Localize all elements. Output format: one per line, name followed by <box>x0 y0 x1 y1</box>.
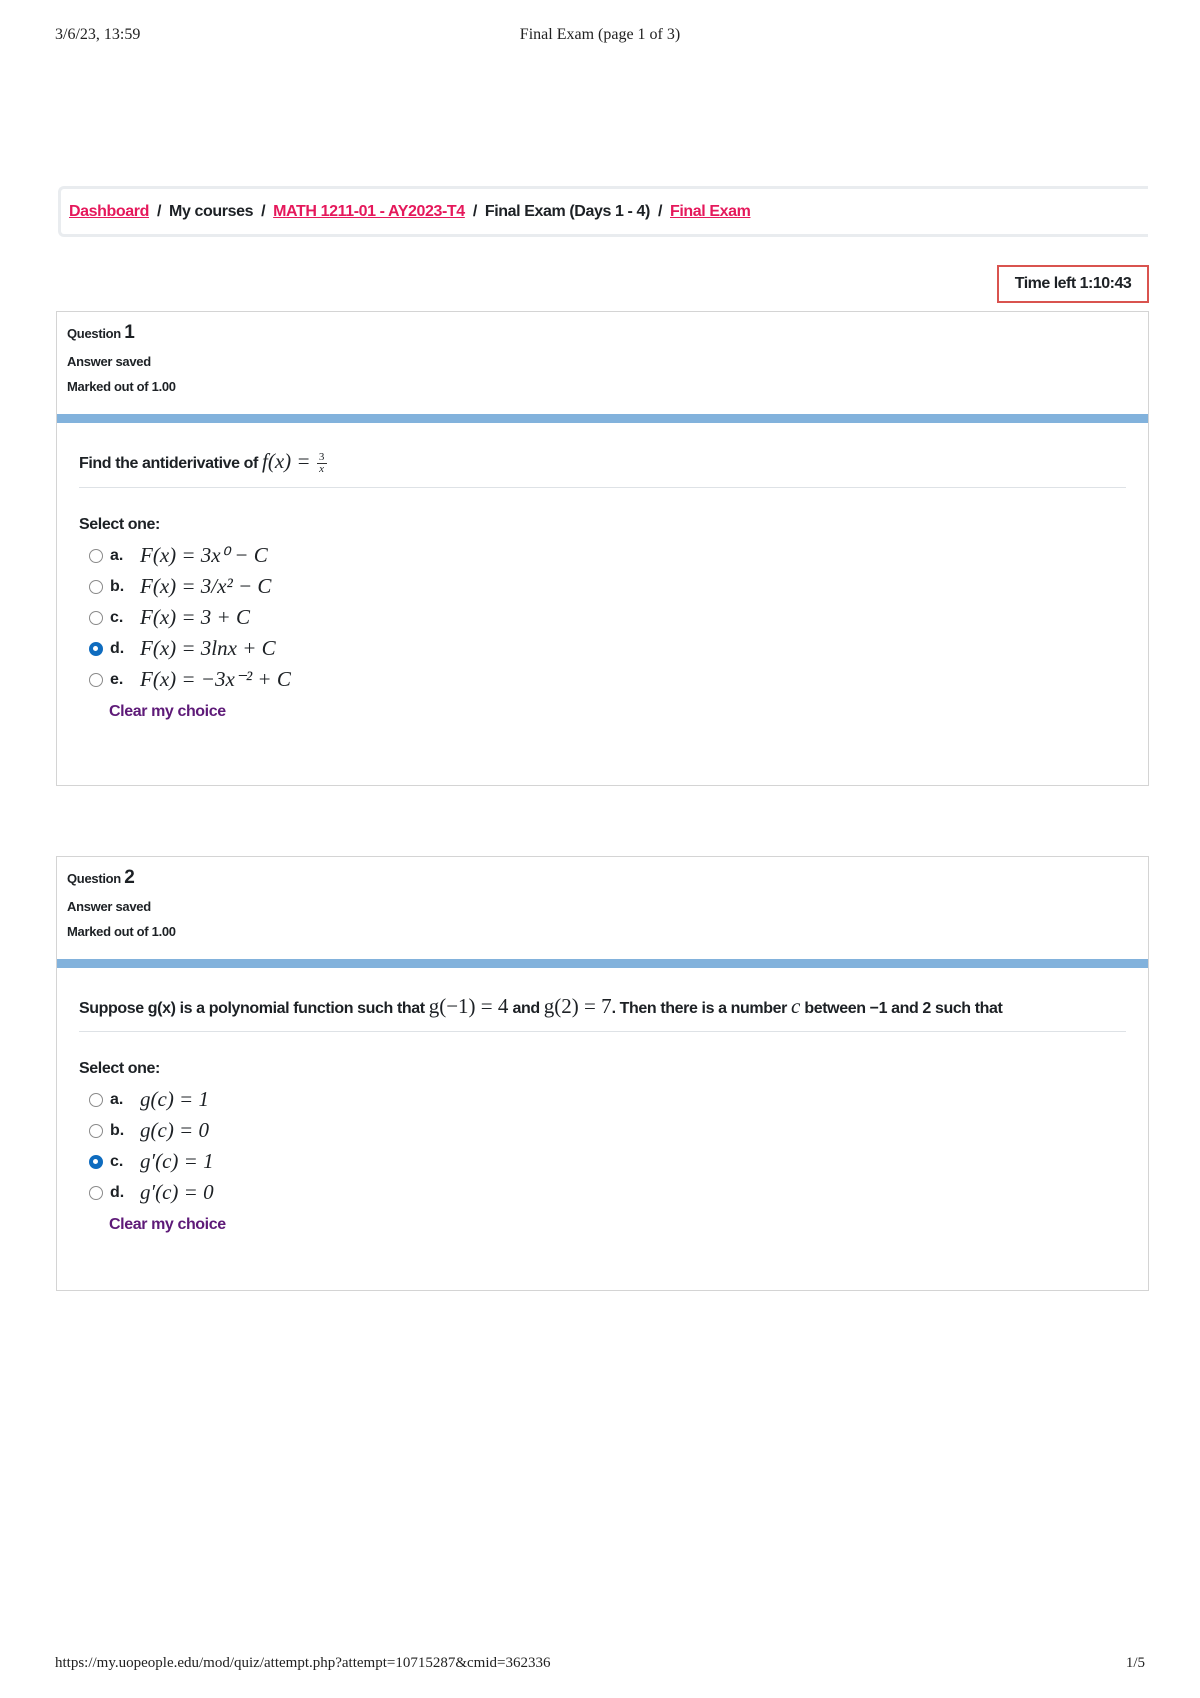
answer-options <box>79 540 1126 695</box>
question-label: Question <box>67 871 121 886</box>
breadcrumb-separator: / <box>156 202 162 220</box>
question-math: g(2) = 7 <box>543 994 612 1018</box>
option-math: F(x) = −3x⁻² + C <box>140 667 291 692</box>
option-letter: b. <box>110 577 125 595</box>
option-letter: c. <box>110 1152 124 1170</box>
option-math: g(c) = 1 <box>140 1087 209 1111</box>
radio-button[interactable] <box>89 549 103 563</box>
radio-button[interactable] <box>89 1186 103 1200</box>
radio-button[interactable] <box>89 1124 103 1138</box>
question-state: Answer saved <box>67 899 151 914</box>
print-header <box>55 26 1145 50</box>
option-math: F(x) = 3/x² − C <box>140 574 272 599</box>
question-info <box>57 857 1148 959</box>
question-text-part: between −1 and 2 such that <box>800 1000 1003 1017</box>
question-content <box>57 414 1148 741</box>
question-math-lhs: f(x) = <box>262 449 311 473</box>
question-grade: Marked out of 1.00 <box>67 924 176 939</box>
radio-button[interactable] <box>89 673 103 687</box>
radio-button-selected[interactable] <box>89 1155 103 1169</box>
breadcrumb-separator: / <box>657 202 662 220</box>
answer-options <box>79 1084 1126 1208</box>
question-math-fraction <box>317 452 327 475</box>
question-prompt: Find the antiderivative of <box>79 455 258 472</box>
question-1 <box>56 311 1149 786</box>
radio-button[interactable] <box>89 580 103 594</box>
answer-option-d[interactable] <box>79 1177 1126 1208</box>
option-math: g(c) = 0 <box>140 1118 209 1142</box>
answer-option-b[interactable] <box>79 1115 1126 1146</box>
option-letter: e. <box>110 670 124 688</box>
option-math: F(x) = 3lnx + C <box>140 636 276 661</box>
breadcrumb-section: Final Exam (Days 1 - 4) <box>484 202 650 220</box>
answer-option-a[interactable] <box>79 540 1126 571</box>
breadcrumb-separator: / <box>472 202 477 220</box>
question-math: c <box>790 994 801 1018</box>
radio-button[interactable] <box>89 1093 103 1107</box>
option-letter: d. <box>110 639 125 657</box>
question-text-part: and <box>508 1000 544 1017</box>
answer-option-a[interactable] <box>79 1084 1126 1115</box>
question-grade: Marked out of 1.00 <box>67 379 176 394</box>
breadcrumb-course-link[interactable]: MATH 1211-01 - AY2023-T4 <box>273 202 465 220</box>
breadcrumb-quiz-link[interactable]: Final Exam <box>670 202 751 220</box>
question-number: 2 <box>124 867 135 888</box>
print-title: Final Exam (page 1 of 3) <box>519 26 681 43</box>
question-2 <box>56 856 1149 1291</box>
print-page-number: 1/5 <box>1125 1655 1145 1671</box>
option-math: g′(c) = 0 <box>140 1180 214 1204</box>
option-math: F(x) = 3x⁰ − C <box>140 543 268 568</box>
quiz-timer: Time left 1:10:43 <box>997 265 1149 303</box>
option-math: g′(c) = 1 <box>140 1149 214 1173</box>
option-letter: c. <box>110 608 124 626</box>
radio-button[interactable] <box>89 611 103 625</box>
radio-button-selected[interactable] <box>89 642 103 656</box>
question-number: 1 <box>124 322 135 343</box>
question-text-part: Suppose g(x) is a polynomial function such that <box>79 1000 429 1017</box>
print-url: https://my.uopeople.edu/mod/quiz/attempt.php?attempt=10715287&cmid=362336 <box>55 1655 551 1671</box>
question-state: Answer saved <box>67 354 151 369</box>
option-math: F(x) = 3 + C <box>140 605 250 630</box>
question-math: g(−1) = 4 <box>428 994 509 1018</box>
option-letter: a. <box>110 546 124 564</box>
question-content <box>57 959 1148 1254</box>
question-text <box>79 445 1126 488</box>
select-one-label: Select one: <box>79 1060 160 1077</box>
breadcrumb-my-courses: My courses <box>169 202 254 220</box>
question-info <box>57 312 1148 414</box>
answer-option-c[interactable] <box>79 602 1126 633</box>
option-letter: a. <box>110 1090 124 1108</box>
breadcrumb-dashboard-link[interactable]: Dashboard <box>69 202 149 220</box>
breadcrumb <box>58 186 1148 237</box>
breadcrumb-separator: / <box>261 202 266 220</box>
question-label: Question <box>67 326 121 341</box>
fraction-denominator: x <box>319 463 325 476</box>
clear-choice-link[interactable]: Clear my choice <box>109 703 226 721</box>
option-letter: d. <box>110 1183 125 1201</box>
answer-option-e[interactable] <box>79 664 1126 695</box>
answer-option-c[interactable] <box>79 1146 1126 1177</box>
question-text <box>79 990 1126 1032</box>
answer-option-d[interactable] <box>79 633 1126 664</box>
answer-option-b[interactable] <box>79 571 1126 602</box>
fraction-numerator: 3 <box>318 451 325 464</box>
clear-choice-link[interactable]: Clear my choice <box>109 1216 226 1233</box>
select-one-label: Select one: <box>79 516 160 534</box>
print-footer <box>55 1655 1145 1679</box>
option-letter: b. <box>110 1121 125 1139</box>
question-text-part: . Then there is a number <box>611 1000 791 1017</box>
print-datetime: 3/6/23, 13:59 <box>55 26 141 43</box>
